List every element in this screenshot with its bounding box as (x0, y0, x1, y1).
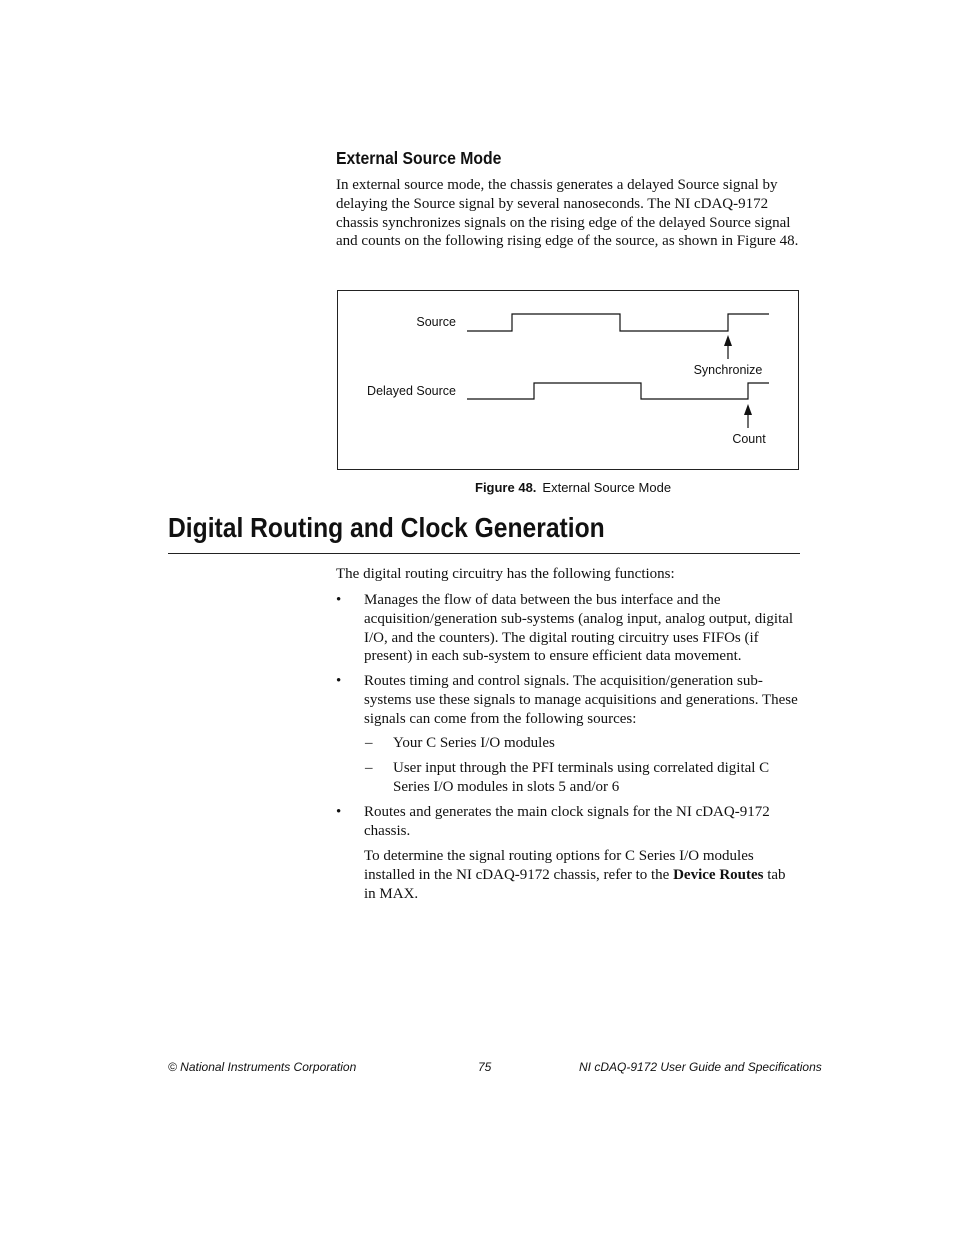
figure-caption-number: Figure 48. (475, 480, 537, 495)
page-heading: Digital Routing and Clock Generation (168, 512, 605, 543)
synchronize-label: Synchronize (693, 363, 763, 377)
routing-note-text-start: To determine the signal routing options for C Series I/O modules installed in the NI cDAQ-9172 chassis, refer to the (364, 848, 754, 883)
footer-doc-title: NI cDAQ-9172 User Guide and Specifications (579, 1060, 822, 1074)
figure-caption-text: External Source Mode (542, 480, 672, 495)
sub-item-2: User input through the PFI terminals using correlated digital C Series I/O modules in slots 5 and/or 6 (393, 760, 770, 795)
bullet-marker-3: • (336, 804, 342, 820)
bullet-item-2: Routes timing and control signals. The acquisition/generation sub-systems use these signals to manage acquisitions and generations. These signals can come from the following sources: (364, 673, 798, 727)
count-label: Count (732, 432, 766, 446)
bullet-item-3: Routes and generates the main clock signals for the NI cDAQ-9172 chassis. (364, 804, 770, 839)
footer-copyright: © National Instruments Corporation (168, 1060, 357, 1074)
timing-diagram (338, 291, 798, 469)
bullet-marker-2: • (336, 673, 342, 689)
routing-note-paragraph (364, 847, 800, 903)
dash-marker-1: – (365, 735, 373, 751)
dash-marker-2: – (365, 760, 373, 776)
bullet-marker-1: • (336, 592, 342, 608)
device-routes-term: Device Routes (673, 866, 764, 883)
synchronize-arrow-head (724, 335, 732, 346)
delayed-source-waveform (467, 383, 769, 399)
heading-rule (168, 553, 800, 554)
body-intro-paragraph: The digital routing circuitry has the following functions: (336, 566, 675, 582)
count-arrow-head (744, 404, 752, 415)
source-signal-label: Source (416, 315, 456, 329)
section-title: External Source Mode (336, 148, 502, 168)
section-intro-paragraph: In external source mode, the chassis generates a delayed Source signal by delaying the Source signal by several nanoseconds. The NI cDAQ-9172 chassis synchronizes signals on the rising edge of the delayed Source signal and counts on the following rising edge of the source, as shown in Figure 48. (336, 177, 799, 250)
footer-page-number: 75 (478, 1060, 492, 1074)
timing-diagram-figure (337, 290, 799, 470)
delayed-source-label: Delayed Source (367, 384, 456, 398)
sub-item-1: Your C Series I/O modules (393, 735, 555, 751)
source-waveform (467, 314, 769, 331)
routing-note-text-end: tab in MAX. (364, 866, 786, 902)
bullet-item-1: Manages the flow of data between the bus interface and the acquisition/generation sub-systems (analog input, analog output, digital I/O, and the counters). The digital routing circuitry uses FIFOs (if present) in each sub-system to ensure efficient data movement. (364, 592, 794, 665)
